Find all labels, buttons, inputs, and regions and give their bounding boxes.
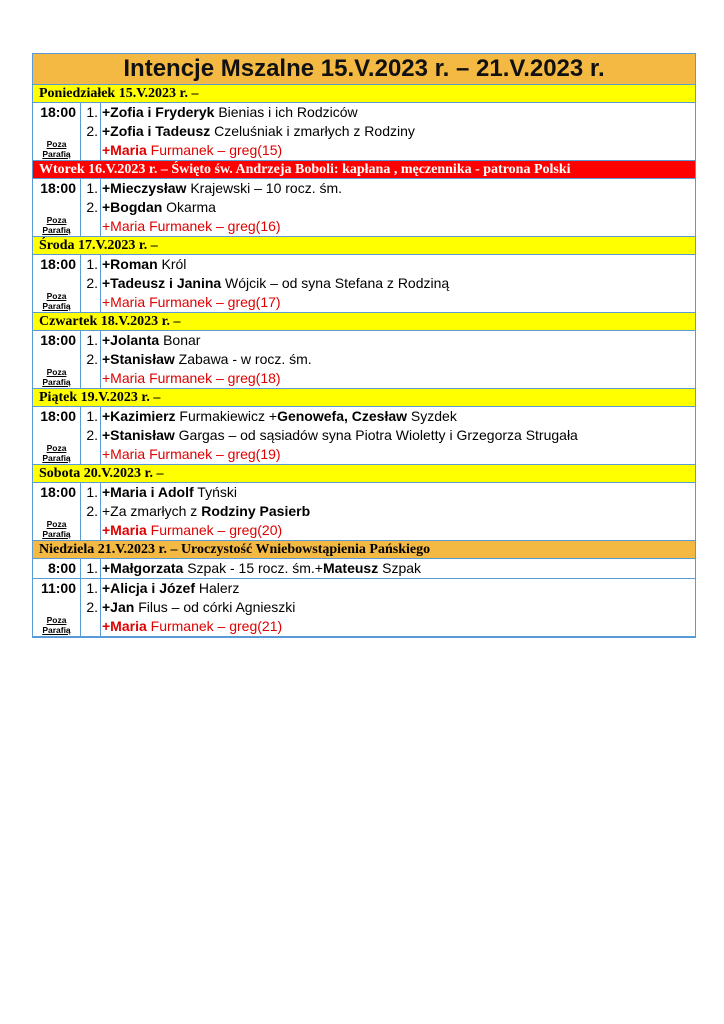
entry-texts [101,179,695,236]
intention-text: Furmanek – greg(16) [145,218,281,234]
entry-number [81,293,100,312]
intention-line [102,579,695,598]
entry-number: 1. [86,256,98,272]
entry-number [81,217,100,236]
poza-label-line: Parafią [42,625,71,635]
intention-text: Król [157,256,187,272]
intention-text: +Za zmarłych z [102,503,202,519]
entry-number: 1. [86,560,98,576]
mass-row [33,103,695,161]
intention-line [102,122,695,141]
poza-label-line: Poza [46,443,67,453]
mass-time: 18:00 [40,332,76,348]
intention-text: Filus – od córki Agnieszki [134,599,296,615]
entry-numbers [81,483,101,540]
intention-text: Furmanek – greg(17) [145,294,281,310]
intention-text: Furmanek – greg(15) [146,142,283,158]
intention-text: Okarma [162,199,216,215]
entry-number: 2. [86,199,98,215]
intention-name: +Jolanta [102,332,160,348]
mass-time-cell [33,559,81,578]
intention-line [102,217,695,236]
day-header: Sobota 20.V.2023 r. – [33,465,695,483]
mass-row [33,179,695,237]
mass-time-cell [33,179,81,236]
entry-texts [101,331,695,388]
entry-texts [101,255,695,312]
intention-name: +Maria [102,522,147,538]
entry-numbers [81,407,101,464]
intention-name: +Bogdan [102,199,163,215]
intention-line [102,407,695,426]
intention-line [102,274,695,293]
intention-line [102,350,695,369]
mass-row [33,331,695,389]
mass-row [33,255,695,313]
entry-number: 2. [86,275,98,291]
intention-line [102,103,695,122]
intention-name: +Mieczysław [102,180,187,196]
entry-number [81,617,100,636]
entry-number: 2. [86,123,98,139]
intention-line [102,255,695,274]
entry-numbers [81,103,101,160]
intention-line [102,331,695,350]
intention-text: Zabawa - w rocz. śm. [174,351,312,367]
day-header: Czwartek 18.V.2023 r. – [33,313,695,331]
intention-line [102,559,695,578]
intention-text: Bonar [159,332,201,348]
mass-time-cell [33,103,81,160]
intention-name: +Kazimierz [102,408,176,424]
intention-text: +Maria [102,370,146,386]
intention-text: Szpak - 15 rocz. śm.+ [183,560,323,576]
mass-time: 11:00 [40,580,76,596]
mass-time-cell [33,483,81,540]
intention-name: +Alicja i Józef [102,580,195,596]
entry-number: 1. [86,484,98,500]
intention-line [102,179,695,198]
entry-numbers [81,579,101,636]
entry-texts [101,483,695,540]
intention-text: Furmakiewicz + [175,408,278,424]
intention-name: +Małgorzata [102,560,184,576]
intention-text: +Maria [102,218,146,234]
intention-line [102,483,695,502]
mass-time-cell [33,407,81,464]
days-container [33,85,695,637]
mass-time: 18:00 [40,484,76,500]
intention-text: Halerz [194,580,240,596]
intention-name: +Tadeusz i Janina [102,275,222,291]
intention-name: +Zofia i Fryderyk [102,104,215,120]
intention-text: Czeluśniak i zmarłych z Rodziny [210,123,415,139]
day-header: Niedziela 21.V.2023 r. – Uroczystość Wniebowstąpienia Pańskiego [33,541,695,559]
entry-texts [101,579,695,636]
intention-name: Genowefa, Czesław [277,408,408,424]
intention-text: Furmanek – greg(20) [146,522,283,538]
poza-label-line: Parafią [42,149,71,159]
intention-name: Mateusz [322,560,379,576]
poza-label-line: Parafią [42,453,71,463]
intention-text: Furmanek – greg(19) [145,446,281,462]
intention-line [102,141,695,160]
intention-name: Rodziny Pasierb [201,503,311,519]
entry-numbers [81,331,101,388]
poza-parafia-label [33,291,80,311]
intention-name: +Stanisław [102,427,175,443]
poza-label-line: Poza [46,291,67,301]
intention-text: +Maria [102,446,146,462]
intention-name: +Stanisław [102,351,175,367]
intention-name: +Maria [102,142,147,158]
entry-number [81,445,100,464]
intention-text: Krajewski – 10 rocz. śm. [186,180,343,196]
mass-time: 18:00 [40,104,76,120]
mass-time: 8:00 [47,560,76,576]
entry-numbers [81,179,101,236]
intention-line [102,198,695,217]
intention-text: Bienias i ich Rodziców [214,104,358,120]
intention-name: +Zofia i Tadeusz [102,123,211,139]
intention-line [102,617,695,636]
mass-row [33,579,695,637]
poza-parafia-label [33,367,80,387]
poza-label-line: Parafią [42,225,71,235]
intention-text: Syzdek [407,408,457,424]
entry-number: 2. [86,599,98,615]
intention-line [102,502,695,521]
day-header: Piątek 19.V.2023 r. – [33,389,695,407]
mass-row [33,559,695,579]
poza-label-line: Poza [46,615,67,625]
mass-row [33,483,695,541]
intention-name: +Jan [102,599,135,615]
intention-text: Furmanek – greg(21) [146,618,283,634]
intention-line [102,426,695,445]
mass-time-cell [33,331,81,388]
entry-number: 1. [86,580,98,596]
intention-text: Furmanek – greg(18) [145,370,281,386]
intention-text: Wójcik – od syna Stefana z Rodziną [221,275,450,291]
intention-line [102,369,695,388]
poza-label-line: Poza [46,367,67,377]
poza-parafia-label [33,443,80,463]
intention-line [102,293,695,312]
intention-text: Szpak [378,560,422,576]
mass-time: 18:00 [40,256,76,272]
poza-label-line: Parafią [42,301,71,311]
entry-number: 2. [86,503,98,519]
entry-number: 1. [86,408,98,424]
intention-line [102,445,695,464]
entry-number [81,141,100,160]
mass-row [33,407,695,465]
entry-numbers [81,559,101,578]
entry-number: 2. [86,427,98,443]
entry-texts [101,407,695,464]
entry-number [81,369,100,388]
intention-line [102,598,695,617]
poza-parafia-label [33,215,80,235]
entry-number: 2. [86,351,98,367]
poza-label-line: Poza [46,139,67,149]
intention-text: Tyński [193,484,237,500]
day-header: Poniedziałek 15.V.2023 r. – [33,85,695,103]
mass-time: 18:00 [40,408,76,424]
mass-time-cell [33,255,81,312]
mass-time: 18:00 [40,180,76,196]
poza-label-line: Parafią [42,377,71,387]
poza-parafia-label [33,519,80,539]
entry-numbers [81,255,101,312]
intentions-table [32,53,696,638]
intention-name: +Maria [102,618,147,634]
poza-label-line: Poza [46,519,67,529]
poza-parafia-label [33,615,80,635]
poza-label-line: Parafią [42,529,71,539]
intention-text: +Maria [102,294,146,310]
entry-number: 1. [86,180,98,196]
poza-label-line: Poza [46,215,67,225]
entry-number: 1. [86,332,98,348]
intention-name: +Roman [102,256,158,272]
page-title: Intencje Mszalne 15.V.2023 r. – 21.V.2023 r. [33,54,695,85]
day-header: Środa 17.V.2023 r. – [33,237,695,255]
intention-name: +Maria i Adolf [102,484,194,500]
intention-line [102,521,695,540]
mass-time-cell [33,579,81,636]
day-header: Wtorek 16.V.2023 r. – Święto św. Andrzeja Boboli: kapłana , męczennika - patrona Polski [33,161,695,179]
entry-texts [101,103,695,160]
entry-number [81,521,100,540]
entry-number: 1. [86,104,98,120]
poza-parafia-label [33,139,80,159]
entry-texts [101,559,695,578]
intention-text: Gargas – od sąsiadów syna Piotra Wioletty i Grzegorza Strugała [174,427,578,443]
